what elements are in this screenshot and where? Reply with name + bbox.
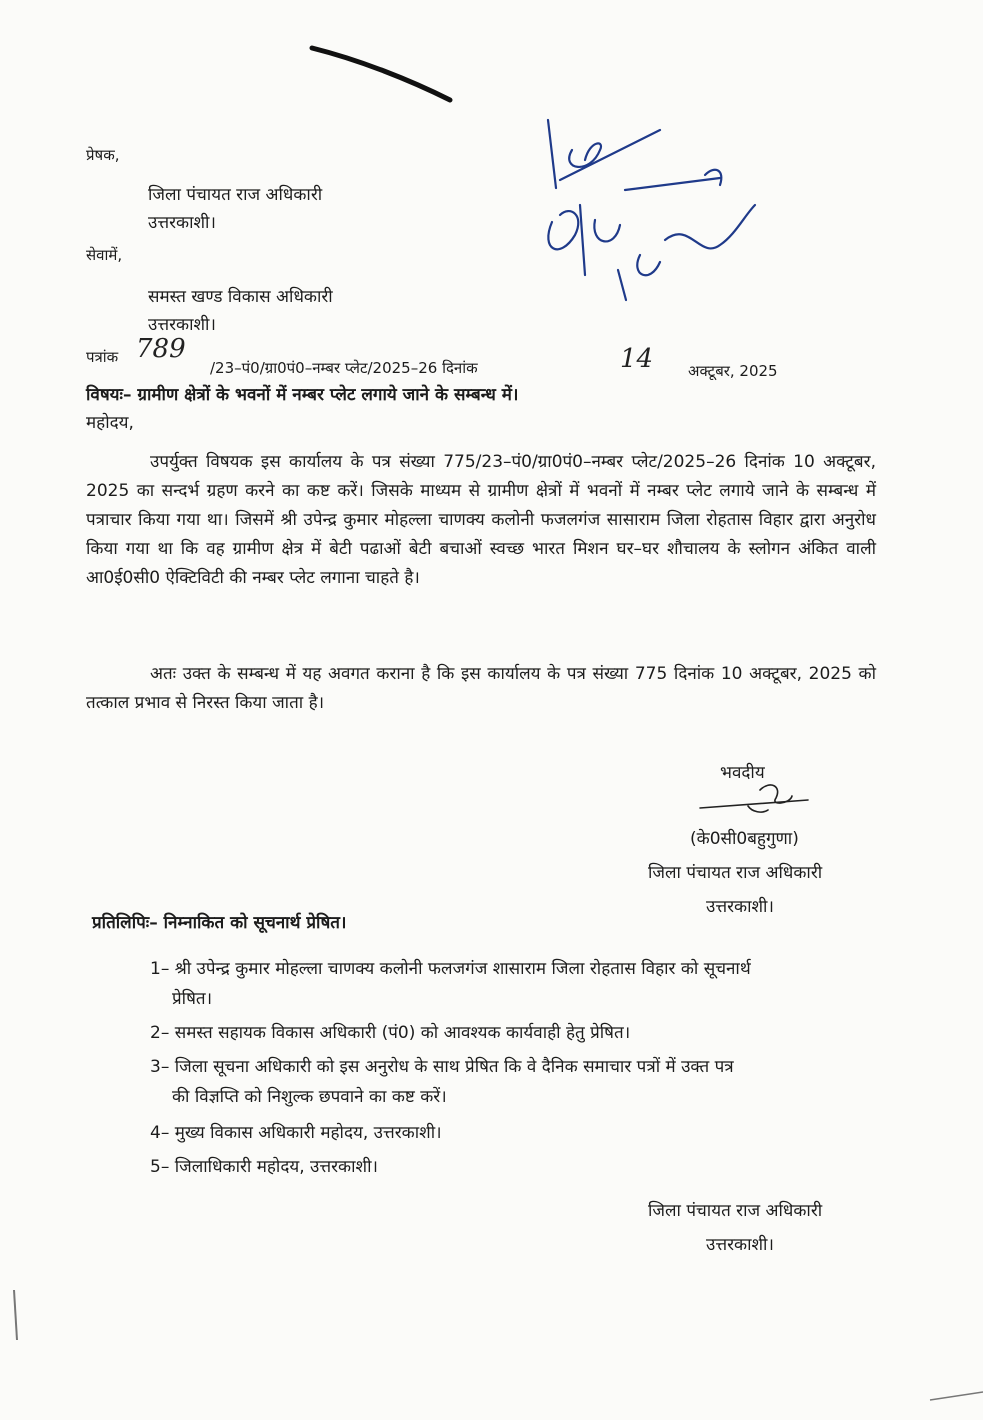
reference-number: 789 — [136, 334, 186, 364]
sender-designation: जिला पंचायत राज अधिकारी — [148, 185, 323, 205]
sender-label: प्रेषक, — [86, 146, 120, 164]
recipient-designation: समस्त खण्ड विकास अधिकारी — [148, 287, 333, 307]
copy-to-item-1-cont: प्रेषित। — [172, 989, 213, 1009]
pen-stroke-top — [312, 48, 450, 100]
copy-to-item-1: 1– श्री उपेन्द्र कुमार मोहल्ला चाणक्य कलोनी फलजगंज शासाराम जिला रोहतास विहार को सूचनार्थ — [150, 959, 751, 979]
closing: भवदीय — [720, 763, 765, 783]
body-paragraph-1 — [86, 448, 876, 593]
copy-to-heading: प्रतिलिपिः– निम्नाकित को सूचनार्थ प्रेषित। — [92, 913, 347, 933]
copy-to-item-4: 4– मुख्य विकास अधिकारी महोदय, उत्तरकाशी। — [150, 1123, 442, 1143]
scan-edge-mark — [930, 1392, 983, 1400]
reference-day: 14 — [620, 344, 654, 374]
scan-edge-mark — [14, 1290, 17, 1340]
body-paragraph-1-text: उपर्युक्त विषयक इस कार्यालय के पत्र संख्या 775/23–पं0/ग्रा0पं0–नम्बर प्लेट/2025–26 दिनांक 10 अक्टूबर, 2025 का सन्दर्भ ग्रहण करने का कष्ट करें। जिसके माध्यम से ग्रामीण क्षेत्रों में भवनों में नम्बर प्लेट लगाये जाने के सम्बन्ध में पत्राचार किया गया था। जिसमें श्री उपेन्द्र कुमार मोहल्ला चाणक्य कलोनी फजलगंज सासाराम जिला रोहतास विहार द्वारा अनुरोध किया गया था कि वह ग्रामीण क्षेत्र में बेटी पढाओं बेटी बचाओं स्वच्छ भारत मिशन घर–घर शौचालय के स्लोगन अंकित वाली आ0ई0सी0 ऐक्टिविटी की नम्बर प्लेट लगाना चाहते है। — [86, 452, 876, 588]
signature-designation: जिला पंचायत राज अधिकारी — [648, 863, 823, 883]
copy-to-item-3-cont: की विज्ञप्ति को निशुल्क छपवाने का कष्ट करें। — [172, 1087, 447, 1107]
signature-place: उत्तरकाशी। — [706, 897, 774, 917]
officer-name: (के0सी0बहुगुणा) — [690, 829, 799, 849]
body-paragraph-2 — [86, 660, 876, 718]
officer-signature — [700, 785, 808, 812]
copy-to-item-5: 5– जिलाधिकारी महोदय, उत्तरकाशी। — [150, 1157, 378, 1177]
recipient-label: सेवामें, — [86, 246, 123, 264]
body-paragraph-2-text: अतः उक्त के सम्बन्ध में यह अवगत कराना है कि इस कार्यालय के पत्र संख्या 775 दिनांक 10 अक्टूबर, 2025 को तत्काल प्रभाव से निरस्त किया जाता है। — [86, 664, 876, 713]
recipient-place: उत्तरकाशी। — [148, 315, 216, 335]
handwritten-annotation — [548, 120, 755, 300]
reference-month-year: अक्टूबर, 2025 — [688, 362, 778, 380]
reference-file: /23–पं0/ग्रा0पं0–नम्बर प्लेट/2025–26 दिनांक — [210, 359, 478, 377]
salutation: महोदय, — [86, 413, 134, 433]
footer-place: उत्तरकाशी। — [706, 1235, 774, 1255]
footer-designation: जिला पंचायत राज अधिकारी — [648, 1201, 823, 1221]
reference-prefix: पत्रांक — [86, 348, 119, 366]
sender-place: उत्तरकाशी। — [148, 213, 216, 233]
copy-to-item-2: 2– समस्त सहायक विकास अधिकारी (पं0) को आवश्यक कार्यवाही हेतु प्रेषित। — [150, 1023, 631, 1043]
subject-line: विषयः– ग्रामीण क्षेत्रों के भवनों में नम्बर प्लेट लगाये जाने के सम्बन्ध में। — [86, 385, 519, 405]
copy-to-item-3: 3– जिला सूचना अधिकारी को इस अनुरोध के साथ प्रेषित कि वे दैनिक समाचार पत्रों में उक्त पत्र — [150, 1057, 734, 1077]
